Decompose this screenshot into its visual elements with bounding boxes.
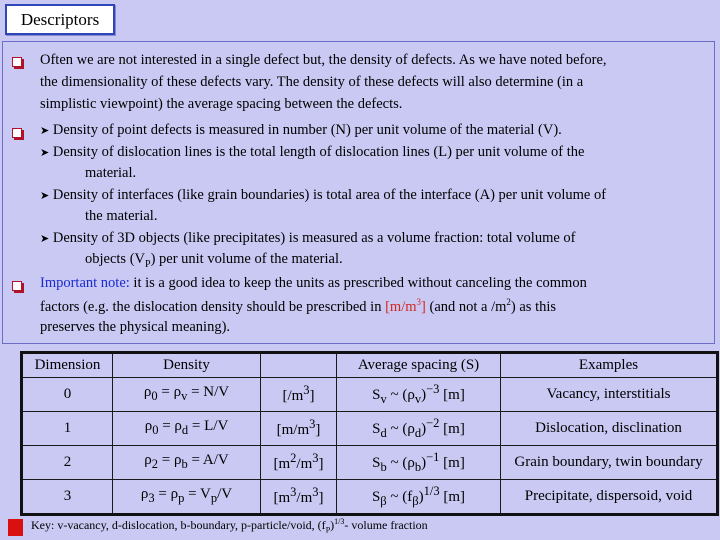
- cell-density: $\rho_0 = \rho_v = N/V$: [113, 377, 261, 411]
- cell-examples: Precipitate, dispersoid, void: [501, 479, 718, 514]
- arrow-bullet-icon: ➤: [40, 146, 50, 159]
- cell-spacing: $S_v$ ~ $(\rho_v)^{-3}$ [m]: [337, 377, 501, 411]
- cell-examples: Dislocation, disclination: [501, 411, 718, 445]
- paragraph-line: the material.: [85, 208, 158, 224]
- density-table: [20, 351, 719, 516]
- table-header-row: [22, 353, 718, 378]
- cell-units: $[m/m^3]$: [261, 411, 337, 445]
- cell-examples: Grain boundary, twin boundary: [501, 445, 718, 479]
- cell-units: $[m^2/m^3]$: [261, 445, 337, 479]
- paragraph-line: factors (e.g. the dislocation density should be prescribed in $[m/m^3]$ (and not a $/m^2$) as this: [40, 297, 557, 315]
- table-key: Key: v-vacancy, d-dislocation, b-boundary, p-particle/void, $(f_P)^{1/3}-$ volume fraction: [31, 517, 428, 535]
- paragraph-line: preserves the physical meaning).: [40, 319, 231, 335]
- cell-density: $\rho_2 = \rho_b = A/V$: [113, 445, 261, 479]
- arrow-bullet-icon: ➤: [40, 232, 50, 245]
- sub-bullet-3d-objects: ➤ Density of 3D objects (like precipitates) is measured as a volume fraction: total volume of: [40, 230, 576, 246]
- cell-units: $[m^3/m^3]$: [261, 479, 337, 514]
- bullet-icon: [12, 128, 22, 138]
- important-note: Important note: it is a good idea to keep the units as prescribed without canceling the common: [40, 275, 587, 291]
- cell-spacing: $S_d$ ~ $(\rho_d)^{-2}$ [m]: [337, 411, 501, 445]
- table-row: [22, 377, 718, 411]
- key-marker-icon: [8, 519, 23, 536]
- cell-spacing: $S_\beta$ ~ $(f_\beta)^{1/3}$ [m]: [337, 479, 501, 514]
- cell-units: $[/m^3]$: [261, 377, 337, 411]
- header-units: [261, 353, 337, 378]
- cell-dimension: 1: [22, 411, 113, 445]
- cell-dimension: 0: [22, 377, 113, 411]
- paragraph-line: material.: [85, 165, 137, 181]
- header-examples: Examples: [501, 353, 718, 378]
- cell-density: $\rho_3 = \rho_p = V_p/V$: [113, 479, 261, 514]
- cell-examples: Vacancy, interstitials: [501, 377, 718, 411]
- cell-dimension: 3: [22, 479, 113, 514]
- bullet-icon: [12, 281, 22, 291]
- sub-bullet-point-defects: ➤ Density of point defects is measured in number (N) per unit volume of the material (V).: [40, 122, 562, 138]
- table-row: [22, 411, 718, 445]
- cell-spacing: $S_b$ ~ $(\rho_b)^{-1}$ [m]: [337, 445, 501, 479]
- header-spacing: Average spacing (S): [337, 353, 501, 378]
- paragraph-line: Often we are not interested in a single defect but, the density of defects. As we have noted before,: [40, 52, 607, 68]
- header-dimension: Dimension: [22, 353, 113, 378]
- paragraph-line: simplistic viewpoint) the average spacing between the defects.: [40, 96, 403, 112]
- sub-bullet-interfaces: ➤ Density of interfaces (like grain boundaries) is total area of the interface (A) per unit volume of: [40, 187, 607, 203]
- cell-density: $\rho_0 = \rho_d = L/V$: [113, 411, 261, 445]
- arrow-bullet-icon: ➤: [40, 124, 50, 137]
- note-label: Important note:: [40, 275, 130, 291]
- sub-bullet-dislocations: ➤ Density of dislocation lines is the total length of dislocation lines (L) per unit volume of the: [40, 144, 585, 160]
- paragraph-line: the dimensionality of these defects vary. The density of these defects will also determine (in a: [40, 74, 584, 90]
- table-row: [22, 479, 718, 514]
- table-row: [22, 445, 718, 479]
- slide-title: Descriptors: [5, 4, 115, 35]
- header-density: Density: [113, 353, 261, 378]
- unit-highlight: $[m/m^3]$: [385, 297, 426, 315]
- cell-dimension: 2: [22, 445, 113, 479]
- bullet-icon: [12, 57, 22, 67]
- arrow-bullet-icon: ➤: [40, 189, 50, 202]
- paragraph-line: objects $(V_P)$ per unit volume of the material.: [85, 251, 343, 270]
